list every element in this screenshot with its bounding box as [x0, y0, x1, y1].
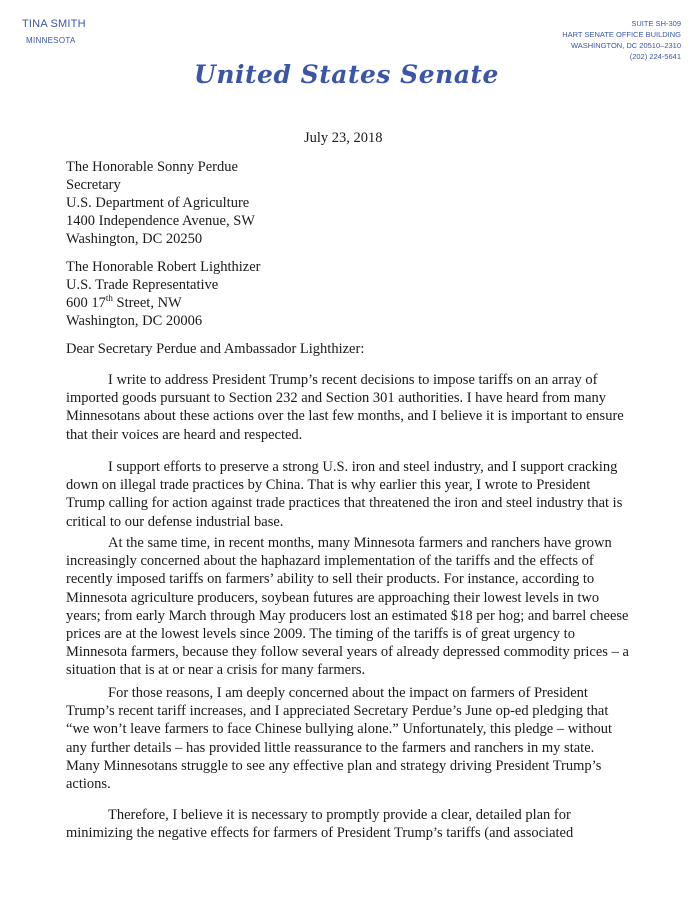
office-address	[511, 18, 681, 62]
paragraph-line: I write to address President Trump’s recent decisions to impose tariffs on an array of	[108, 372, 598, 388]
address-line: U.S. Department of Agriculture	[66, 195, 250, 211]
senator-state: MINNESOTA	[26, 36, 76, 45]
office-building: HART SENATE OFFICE BUILDING	[562, 30, 681, 39]
paragraph-line: years; from early March through May producers lost an estimated $18 per hog; and barrel cheese	[66, 607, 629, 624]
paragraph-line: Minnesotans about these actions over the last few months, and I believe it is important to ensure	[66, 408, 624, 425]
office-phone: (202) 224-5641	[629, 52, 681, 61]
paragraph-line: At the same time, in recent months, many Minnesota farmers and ranchers have grown	[108, 535, 612, 551]
address-line: The Honorable Sonny Perdue	[66, 159, 238, 175]
paragraph-line: prices are at the lowest levels since 2009. The timing of the tariffs is of great urgency to	[66, 626, 575, 643]
street-ordinal: th	[105, 293, 113, 304]
street-number: 600 17	[66, 295, 106, 311]
recipient-address-1	[66, 158, 255, 248]
paragraph-line: For those reasons, I am deeply concerned about the impact on farmers of President	[108, 685, 588, 701]
address-line: Washington, DC 20250	[66, 231, 203, 247]
paragraph-line: minimizing the negative effects for farmers of President Trump’s tariffs (and associated	[66, 825, 574, 842]
street-name: Street, NW	[112, 295, 182, 311]
body-paragraph	[66, 371, 646, 444]
paragraph-line: Minnesota agriculture producers, soybean futures are approaching their lowest levels in two	[66, 589, 600, 606]
body-paragraph	[66, 534, 646, 680]
paragraph-line: Many Minnesotans struggle to see any effective plan and strategy driving President Trump’s	[66, 757, 602, 774]
paragraph-line: that their voices are heard and respected.	[66, 426, 303, 443]
senator-block	[22, 18, 86, 45]
address-line: Secretary	[66, 177, 121, 193]
address-line: 1400 Independence Avenue, SW	[66, 213, 255, 229]
paragraph-line: situation that is at or near a crisis for many farmers.	[66, 662, 366, 679]
paragraph-line: I support efforts to preserve a strong U.S. iron and steel industry, and I support cracking	[108, 459, 618, 475]
paragraph-line: Minnesota farmers, because they follow several years of already depressed commodity prices – a	[66, 644, 629, 661]
senator-name: TINA SMITH	[22, 18, 86, 30]
paragraph-line: Trump’s recent tariff increases, and I appreciated Secretary Perdue’s June op-ed pledging that	[66, 703, 609, 720]
salutation: Dear Secretary Perdue and Ambassador Lighthizer:	[66, 341, 365, 357]
paragraph-line: Trump calling for action against trade practices that threatened the iron and steel industry that is	[66, 495, 623, 512]
paragraph-line: down on illegal trade practices by China. That is why earlier this year, I wrote to President	[66, 477, 591, 494]
address-line: U.S. Trade Representative	[66, 277, 219, 293]
paragraph-line: critical to our defense industrial base.	[66, 513, 284, 530]
paragraph-line: Therefore, I believe it is necessary to promptly provide a clear, detailed plan for	[108, 807, 571, 823]
office-suite: SUITE SH-309	[631, 19, 681, 28]
body-paragraph	[66, 806, 646, 842]
office-city: WASHINGTON, DC 20510–2310	[570, 41, 681, 50]
paragraph-line: increasingly concerned about the haphazard implementation of the tariffs and the effects of	[66, 553, 594, 570]
paragraph-line: recently imposed tariffs on farmers’ ability to sell their products. For instance, according to	[66, 571, 595, 588]
paragraph-line: imported goods pursuant to Section 232 and Section 301 authorities. I have heard from many	[66, 390, 607, 407]
recipient-address-2	[66, 258, 260, 330]
address-line: Washington, DC 20006	[66, 313, 203, 329]
letter-date: July 23, 2018	[304, 130, 383, 146]
address-line: The Honorable Robert Lighthizer	[66, 259, 261, 275]
body-paragraph	[66, 458, 646, 531]
address-line	[66, 294, 260, 312]
letterhead-title: United States Senate	[194, 60, 499, 89]
paragraph-line: any further details – has provided little reassurance to the farmers and ranchers in my state.	[66, 739, 595, 756]
paragraph-line: “we won’t leave farmers to face Chinese bullying alone.” Unfortunately, this pledge – without	[66, 721, 613, 738]
body-paragraph	[66, 684, 646, 793]
paragraph-line: actions.	[66, 776, 111, 793]
